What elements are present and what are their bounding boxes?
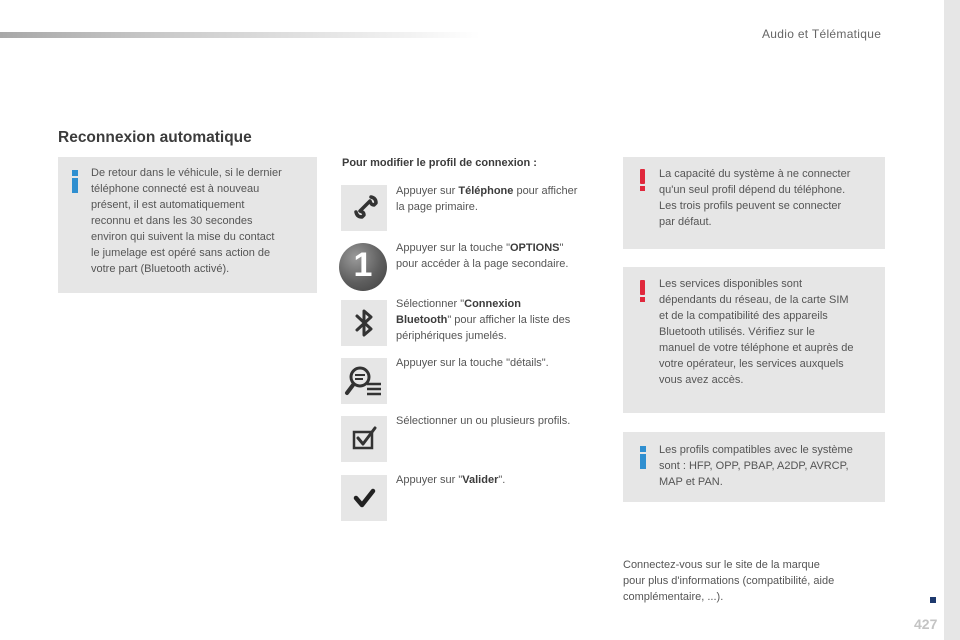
step-1-text: Appuyer sur Téléphone pour afficher la page primaire. <box>396 185 578 213</box>
info-right-text: Les profils compatibles avec le système sont : HFP, OPP, PBAP, A2DP, AVRCP, MAP et PAN. <box>659 444 853 488</box>
footer-note: Connectez-vous sur le site de la marque pour plus d'informations (compatibilité, aide complémentaire, ...). <box>623 559 835 603</box>
info-left-text: De retour dans le véhicule, si le dernier téléphone connecté est à nouveau présent, il est automatiquement reconnu et dans les 30 secondes environ qui suivent la mise du contact le jumelage est opéré sans action de votre part (Bluetooth activé). <box>91 167 282 275</box>
section-title: Reconnexion automatique <box>58 129 252 146</box>
warning-icon <box>640 169 646 191</box>
checkbox-icon <box>341 416 387 462</box>
bluetooth-icon <box>341 300 387 346</box>
warning-box-1 <box>623 157 885 249</box>
warning-1-text: La capacité du système à ne connecter qu'un seul profil dépend du téléphone. Les trois profils peuvent se connecter par défaut. <box>659 168 851 228</box>
step-2-text: Appuyer sur la touche "OPTIONS" pour accéder à la page secondaire. <box>396 242 569 270</box>
page-header-title: Audio et Télématique <box>762 27 882 41</box>
step-3-text: Sélectionner "Connexion Bluetooth" pour afficher la liste des périphériques jumelés. <box>396 298 571 342</box>
details-search-icon <box>341 358 387 404</box>
page-marker <box>930 597 936 603</box>
info-box-right <box>623 432 885 502</box>
step-4-text: Appuyer sur la touche "détails". <box>396 357 549 369</box>
page-number: 427 <box>914 616 938 632</box>
warning-icon <box>640 280 646 302</box>
page-edge-strip <box>944 0 960 640</box>
step-number-badge: 1 <box>339 243 387 291</box>
warning-box-2 <box>623 267 885 413</box>
step-6-text: Appuyer sur "Valider". <box>396 474 506 486</box>
warning-2-text: Les services disponibles sont dépendants du réseau, de la carte SIM et de la compatibilité des appareils Bluetooth utilisés. Vérifiez sur le manuel de votre téléphone et auprès de votre opérateur, les services auxquels vous avez accès. <box>659 278 854 386</box>
header-gradient-bar <box>0 32 480 38</box>
info-box-left <box>58 157 317 293</box>
step-5-text: Sélectionner un ou plusieurs profils. <box>396 415 571 427</box>
phone-icon <box>341 185 387 231</box>
procedure-subheading: Pour modifier le profil de connexion : <box>342 157 537 169</box>
info-icon <box>72 170 78 193</box>
info-icon <box>640 446 646 469</box>
checkmark-icon <box>341 475 387 521</box>
